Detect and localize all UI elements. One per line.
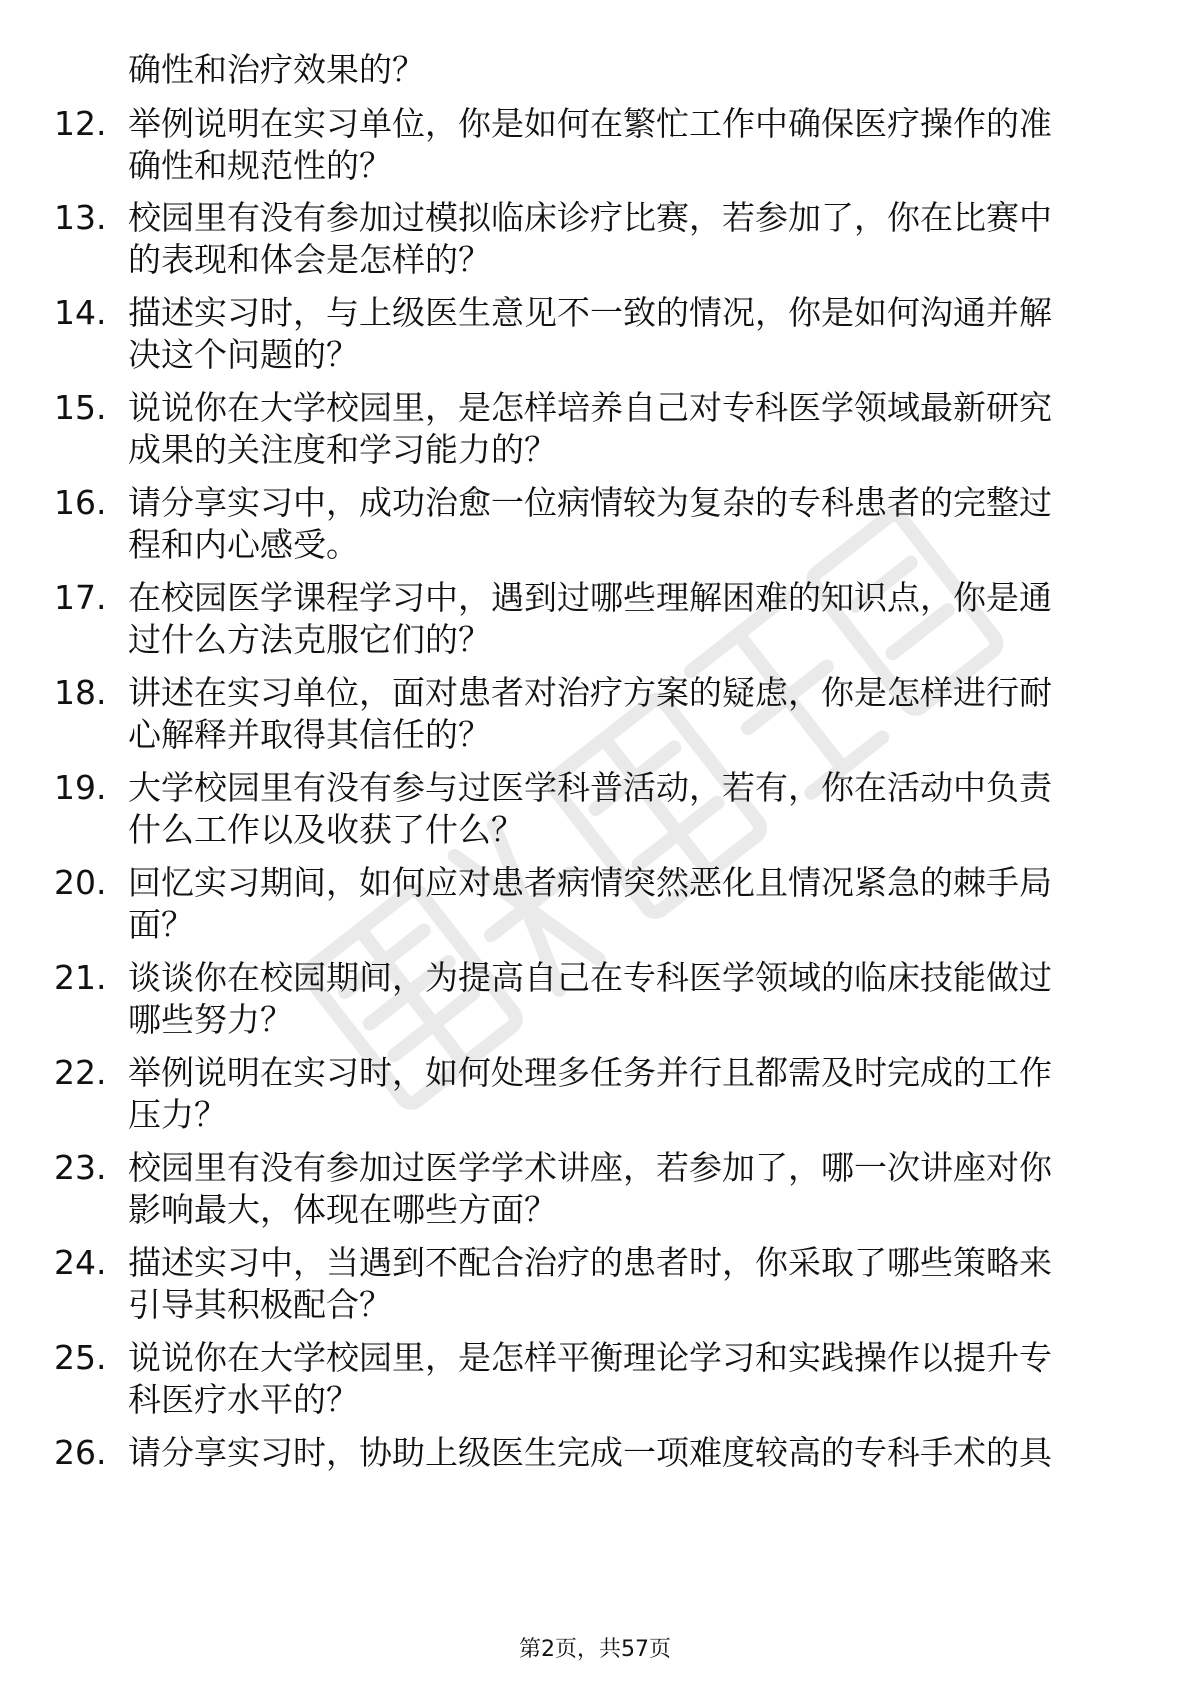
question-text-line-2: 确性和规范性的？ xyxy=(128,146,392,185)
question-text-line-1: 在校园医学课程学习中，遇到过哪些理解困难的知识点，你是通 xyxy=(128,578,1052,617)
question-item xyxy=(0,768,1190,858)
question-text-line-2: 的表现和体会是怎样的？ xyxy=(128,240,491,279)
question-number: 18. xyxy=(54,673,107,712)
question-text-line-2: 影响最大，体现在哪些方面？ xyxy=(128,1190,557,1229)
question-text-line-2: 心解释并取得其信任的？ xyxy=(128,715,491,754)
question-number: 25. xyxy=(54,1338,107,1377)
question-text-line-1: 举例说明在实习单位，你是如何在繁忙工作中确保医疗操作的准 xyxy=(128,104,1052,143)
question-number: 22. xyxy=(54,1053,107,1092)
question-item xyxy=(0,388,1190,478)
question-text-line-1: 校园里有没有参加过模拟临床诊疗比赛，若参加了，你在比赛中 xyxy=(128,198,1052,237)
question-number: 24. xyxy=(54,1243,107,1282)
question-item xyxy=(0,483,1190,573)
question-number: 13. xyxy=(54,198,107,237)
question-text-line-2: 什么工作以及收获了什么？ xyxy=(128,810,524,849)
question-text-line-2: 哪些努力？ xyxy=(128,1000,293,1039)
question-text-line-2: 引导其积极配合？ xyxy=(128,1285,392,1324)
question-text-line-1: 讲述在实习单位，面对患者对治疗方案的疑虑，你是怎样进行耐 xyxy=(128,673,1052,712)
question-number: 21. xyxy=(54,958,107,997)
question-item xyxy=(0,293,1190,383)
question-number: 17. xyxy=(54,578,107,617)
question-text-line-1: 大学校园里有没有参与过医学科普活动，若有，你在活动中负责 xyxy=(128,768,1052,807)
question-item xyxy=(0,1243,1190,1333)
question-number: 14. xyxy=(54,293,107,332)
question-text-line-1: 描述实习时，与上级医生意见不一致的情况，你是如何沟通并解 xyxy=(128,293,1052,332)
question-item xyxy=(0,104,1190,194)
question-item xyxy=(0,578,1190,668)
question-text-line-2: 决这个问题的？ xyxy=(128,335,359,374)
question-text-line-1: 回忆实习期间，如何应对患者病情突然恶化且情况紧急的棘手局 xyxy=(128,863,1052,902)
question-text-line-2: 科医疗水平的？ xyxy=(128,1380,359,1419)
page-number-footer: 第2页，共57页 xyxy=(519,1637,671,1662)
question-item xyxy=(0,1148,1190,1238)
question-number: 12. xyxy=(54,104,107,143)
question-text-line-2: 压力？ xyxy=(128,1095,227,1134)
question-number: 16. xyxy=(54,483,107,522)
continued-question-text: 确性和治疗效果的？ xyxy=(128,50,425,89)
question-text-line-1: 请分享实习时，协助上级医生完成一项难度较高的专科手术的具 xyxy=(128,1433,1052,1472)
question-item xyxy=(0,673,1190,763)
question-number: 23. xyxy=(54,1148,107,1187)
question-text-line-2: 过什么方法克服它们的？ xyxy=(128,620,491,659)
question-number: 19. xyxy=(54,768,107,807)
question-number: 15. xyxy=(54,388,107,427)
question-item xyxy=(0,198,1190,288)
question-text-line-1: 描述实习中，当遇到不配合治疗的患者时，你采取了哪些策略来 xyxy=(128,1243,1052,1282)
question-item xyxy=(0,863,1190,953)
question-number: 26. xyxy=(54,1433,107,1472)
question-item xyxy=(0,1053,1190,1143)
question-number: 20. xyxy=(54,863,107,902)
question-text-line-1: 谈谈你在校园期间，为提高自己在专科医学领域的临床技能做过 xyxy=(128,958,1052,997)
question-text-line-1: 举例说明在实习时，如何处理多任务并行且都需及时完成的工作 xyxy=(128,1053,1052,1092)
question-item xyxy=(0,1338,1190,1428)
question-text-line-1: 说说你在大学校园里，是怎样平衡理论学习和实践操作以提升专 xyxy=(128,1338,1052,1377)
question-text-line-2: 程和内心感受。 xyxy=(128,525,359,564)
question-item xyxy=(0,1433,1190,1523)
question-item xyxy=(0,958,1190,1048)
question-text-line-1: 请分享实习中，成功治愈一位病情较为复杂的专科患者的完整过 xyxy=(128,483,1052,522)
question-text-line-2: 成果的关注度和学习能力的？ xyxy=(128,430,557,469)
question-text-line-1: 校园里有没有参加过医学学术讲座，若参加了，哪一次讲座对你 xyxy=(128,1148,1052,1187)
question-text-line-2: 面？ xyxy=(128,905,194,944)
question-text-line-1: 说说你在大学校园里，是怎样培养自己对专科医学领域最新研究 xyxy=(128,388,1052,427)
